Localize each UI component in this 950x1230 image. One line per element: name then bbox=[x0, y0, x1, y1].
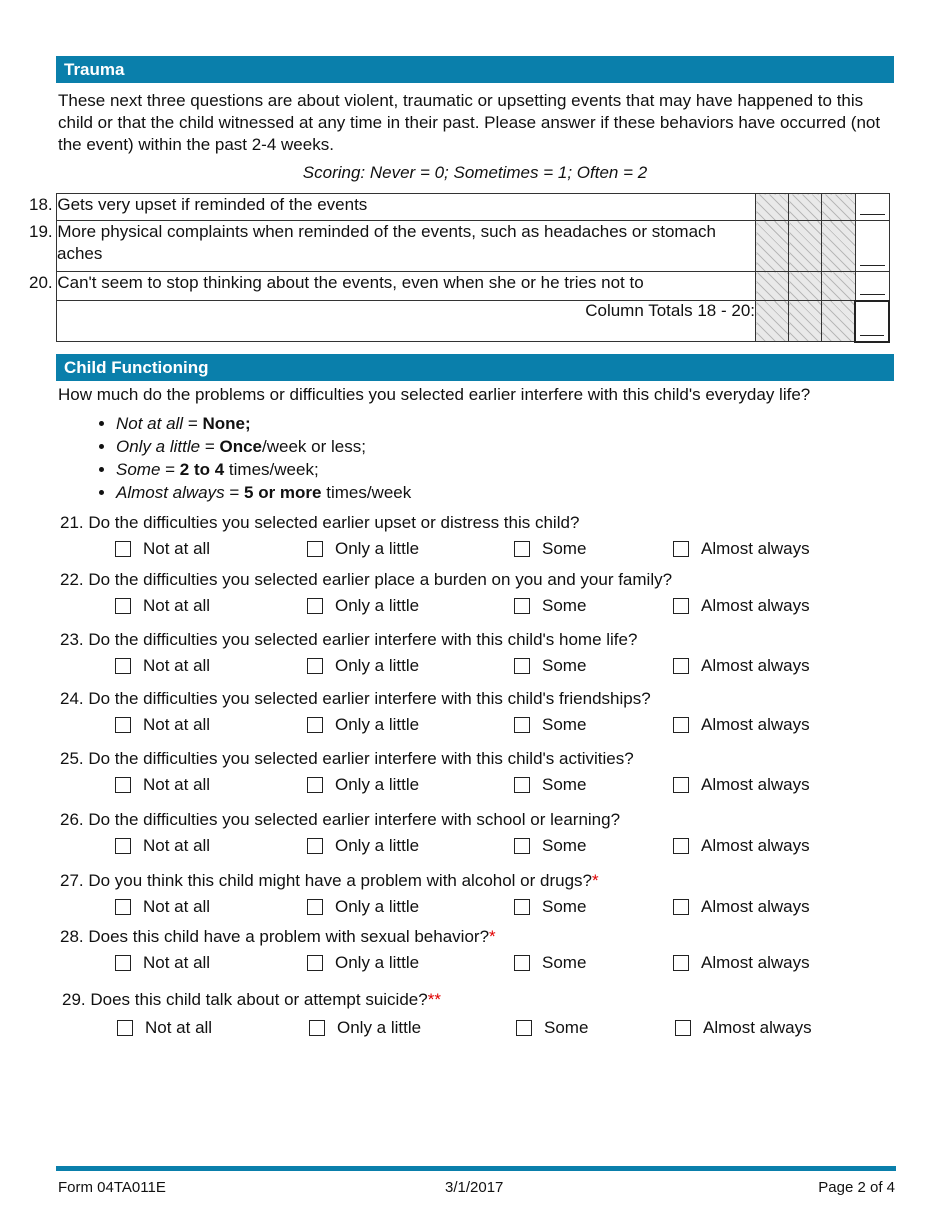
shaded-cell bbox=[822, 301, 856, 342]
trauma-intro: These next three questions are about violent, traumatic or upsetting events that may have happened to this child or that the child witnessed at any time in their past. Please answer if these behaviors have occurred (not the event) within the past 2-4 weeks. bbox=[58, 91, 881, 154]
shaded-cell bbox=[789, 194, 822, 221]
question-text: 26. Do the difficulties you selected earlier interfere with school or learning? bbox=[60, 810, 621, 829]
option-almost-always[interactable]: Almost always bbox=[673, 715, 810, 735]
checkbox[interactable] bbox=[514, 838, 530, 854]
option-only-a-little[interactable]: Only a little bbox=[307, 836, 419, 856]
checkbox[interactable] bbox=[309, 1020, 325, 1036]
trauma-total-row bbox=[57, 301, 890, 342]
trauma-item-text: 19. More physical complaints when reminded of the events, such as headaches or stomach aches bbox=[57, 221, 756, 272]
trauma-item-text: 20. Can't seem to stop thinking about the events, even when she or he tries not to bbox=[57, 272, 756, 301]
option-only-a-little[interactable]: Only a little bbox=[307, 596, 419, 616]
trauma-table bbox=[29, 193, 890, 343]
checkbox[interactable] bbox=[673, 777, 689, 793]
checkbox[interactable] bbox=[307, 541, 323, 557]
checkbox[interactable] bbox=[514, 658, 530, 674]
checkbox[interactable] bbox=[307, 658, 323, 674]
form-number: Form 04TA011E bbox=[58, 1179, 166, 1196]
option-almost-always[interactable]: Almost always bbox=[675, 1018, 812, 1038]
trauma-scoring: Scoring: Never = 0; Sometimes = 1; Often = 2 bbox=[302, 163, 648, 182]
question-text: 21. Do the difficulties you selected earlier upset or distress this child? bbox=[60, 513, 580, 532]
question-text: 27. Do you think this child might have a problem with alcohol or drugs? bbox=[60, 871, 593, 890]
option-only-a-little[interactable]: Only a little bbox=[307, 715, 419, 735]
score-field-18[interactable] bbox=[855, 194, 889, 221]
checkbox[interactable] bbox=[514, 777, 530, 793]
required-marker: * bbox=[489, 927, 496, 946]
question-text: 24. Do the difficulties you selected earlier interfere with this child's friendships? bbox=[60, 689, 651, 708]
checkbox[interactable] bbox=[673, 598, 689, 614]
checkbox[interactable] bbox=[307, 598, 323, 614]
option-not-at-all[interactable]: Not at all bbox=[115, 775, 210, 795]
checkbox[interactable] bbox=[307, 955, 323, 971]
shaded-cell bbox=[756, 221, 789, 272]
checkbox[interactable] bbox=[117, 1020, 133, 1036]
checkbox[interactable] bbox=[514, 955, 530, 971]
option-almost-always[interactable]: Almost always bbox=[673, 775, 810, 795]
checkbox[interactable] bbox=[115, 955, 131, 971]
checkbox[interactable] bbox=[307, 838, 323, 854]
legend-item: • Almost always = 5 or more times/week bbox=[116, 481, 411, 504]
checkbox[interactable] bbox=[115, 838, 131, 854]
option-only-a-little[interactable]: Only a little bbox=[307, 656, 419, 676]
question-text: 22. Do the difficulties you selected earlier place a burden on you and your family? bbox=[60, 570, 673, 589]
option-only-a-little[interactable]: Only a little bbox=[307, 953, 419, 973]
legend-item: • Only a little = Once/week or less; bbox=[116, 435, 411, 458]
option-almost-always[interactable]: Almost always bbox=[673, 656, 810, 676]
checkbox[interactable] bbox=[514, 541, 530, 557]
checkbox[interactable] bbox=[115, 541, 131, 557]
shaded-cell bbox=[822, 194, 856, 221]
trauma-row-18 bbox=[57, 194, 890, 221]
option-almost-always[interactable]: Almost always bbox=[673, 953, 810, 973]
option-almost-always[interactable]: Almost always bbox=[673, 836, 810, 856]
checkbox[interactable] bbox=[673, 838, 689, 854]
option-some[interactable]: Some bbox=[514, 836, 586, 856]
option-not-at-all[interactable]: Not at all bbox=[115, 656, 210, 676]
shaded-cell bbox=[756, 272, 789, 301]
checkbox[interactable] bbox=[115, 658, 131, 674]
checkbox[interactable] bbox=[673, 658, 689, 674]
checkbox[interactable] bbox=[514, 717, 530, 733]
option-not-at-all[interactable]: Not at all bbox=[115, 897, 210, 917]
question-text: 28. Does this child have a problem with sexual behavior? bbox=[60, 927, 490, 946]
option-some[interactable]: Some bbox=[514, 539, 586, 559]
required-marker: ** bbox=[427, 990, 441, 1009]
option-not-at-all[interactable]: Not at all bbox=[115, 953, 210, 973]
legend-item: • Not at all = None; bbox=[116, 412, 411, 435]
checkbox[interactable] bbox=[115, 777, 131, 793]
question-text: 25. Do the difficulties you selected earlier interfere with this child's activities? bbox=[60, 749, 634, 768]
legend-item: • Some = 2 to 4 times/week; bbox=[116, 458, 411, 481]
checkbox[interactable] bbox=[673, 717, 689, 733]
checkbox[interactable] bbox=[307, 717, 323, 733]
question-text: 29. Does this child talk about or attempt suicide? bbox=[62, 990, 428, 1009]
option-some[interactable]: Some bbox=[514, 953, 586, 973]
shaded-cell bbox=[822, 272, 856, 301]
option-not-at-all[interactable]: Not at all bbox=[115, 715, 210, 735]
trauma-section-header: Trauma bbox=[56, 56, 894, 83]
option-almost-always[interactable]: Almost always bbox=[673, 539, 810, 559]
option-almost-always[interactable]: Almost always bbox=[673, 596, 810, 616]
page-number: Page 2 of 4 bbox=[818, 1179, 895, 1196]
footer-rule bbox=[56, 1166, 896, 1171]
score-field-20[interactable] bbox=[855, 272, 889, 301]
checkbox[interactable] bbox=[307, 899, 323, 915]
shaded-cell bbox=[789, 272, 822, 301]
checkbox[interactable] bbox=[675, 1020, 691, 1036]
checkbox[interactable] bbox=[516, 1020, 532, 1036]
column-totals-label: Column Totals 18 - 20: bbox=[57, 301, 756, 342]
shaded-cell bbox=[789, 301, 822, 342]
child-functioning-question: How much do the problems or difficulties you selected earlier interfere with this child's everyday life? bbox=[58, 385, 811, 404]
score-field-19[interactable] bbox=[855, 221, 889, 272]
option-not-at-all[interactable]: Not at all bbox=[115, 539, 210, 559]
shaded-cell bbox=[822, 221, 856, 272]
option-only-a-little[interactable]: Only a little bbox=[307, 775, 419, 795]
child-functioning-section-header: Child Functioning bbox=[56, 354, 894, 381]
option-almost-always[interactable]: Almost always bbox=[673, 897, 810, 917]
option-not-at-all[interactable]: Not at all bbox=[117, 1018, 212, 1038]
checkbox[interactable] bbox=[115, 717, 131, 733]
option-only-a-little[interactable]: Only a little bbox=[307, 897, 419, 917]
trauma-item-text: 18. Gets very upset if reminded of the events bbox=[57, 194, 756, 221]
frequency-legend bbox=[98, 412, 411, 504]
checkbox[interactable] bbox=[514, 899, 530, 915]
form-date: 3/1/2017 bbox=[445, 1179, 504, 1196]
option-some[interactable]: Some bbox=[516, 1018, 588, 1038]
option-only-a-little[interactable]: Only a little bbox=[309, 1018, 421, 1038]
option-some[interactable]: Some bbox=[514, 656, 586, 676]
option-not-at-all[interactable]: Not at all bbox=[115, 836, 210, 856]
shaded-cell bbox=[756, 194, 789, 221]
option-some[interactable]: Some bbox=[514, 775, 586, 795]
checkbox[interactable] bbox=[307, 777, 323, 793]
required-marker: * bbox=[592, 871, 599, 890]
checkbox[interactable] bbox=[673, 955, 689, 971]
checkbox[interactable] bbox=[514, 598, 530, 614]
option-some[interactable]: Some bbox=[514, 596, 586, 616]
option-only-a-little[interactable]: Only a little bbox=[307, 539, 419, 559]
column-total-field[interactable] bbox=[855, 301, 889, 342]
shaded-cell bbox=[756, 301, 789, 342]
question-text: 23. Do the difficulties you selected earlier interfere with this child's home life? bbox=[60, 630, 638, 649]
checkbox[interactable] bbox=[115, 899, 131, 915]
checkbox[interactable] bbox=[673, 541, 689, 557]
option-some[interactable]: Some bbox=[514, 715, 586, 735]
option-some[interactable]: Some bbox=[514, 897, 586, 917]
trauma-row-19 bbox=[57, 221, 890, 272]
shaded-cell bbox=[789, 221, 822, 272]
option-not-at-all[interactable]: Not at all bbox=[115, 596, 210, 616]
checkbox[interactable] bbox=[673, 899, 689, 915]
checkbox[interactable] bbox=[115, 598, 131, 614]
trauma-row-20 bbox=[57, 272, 890, 301]
